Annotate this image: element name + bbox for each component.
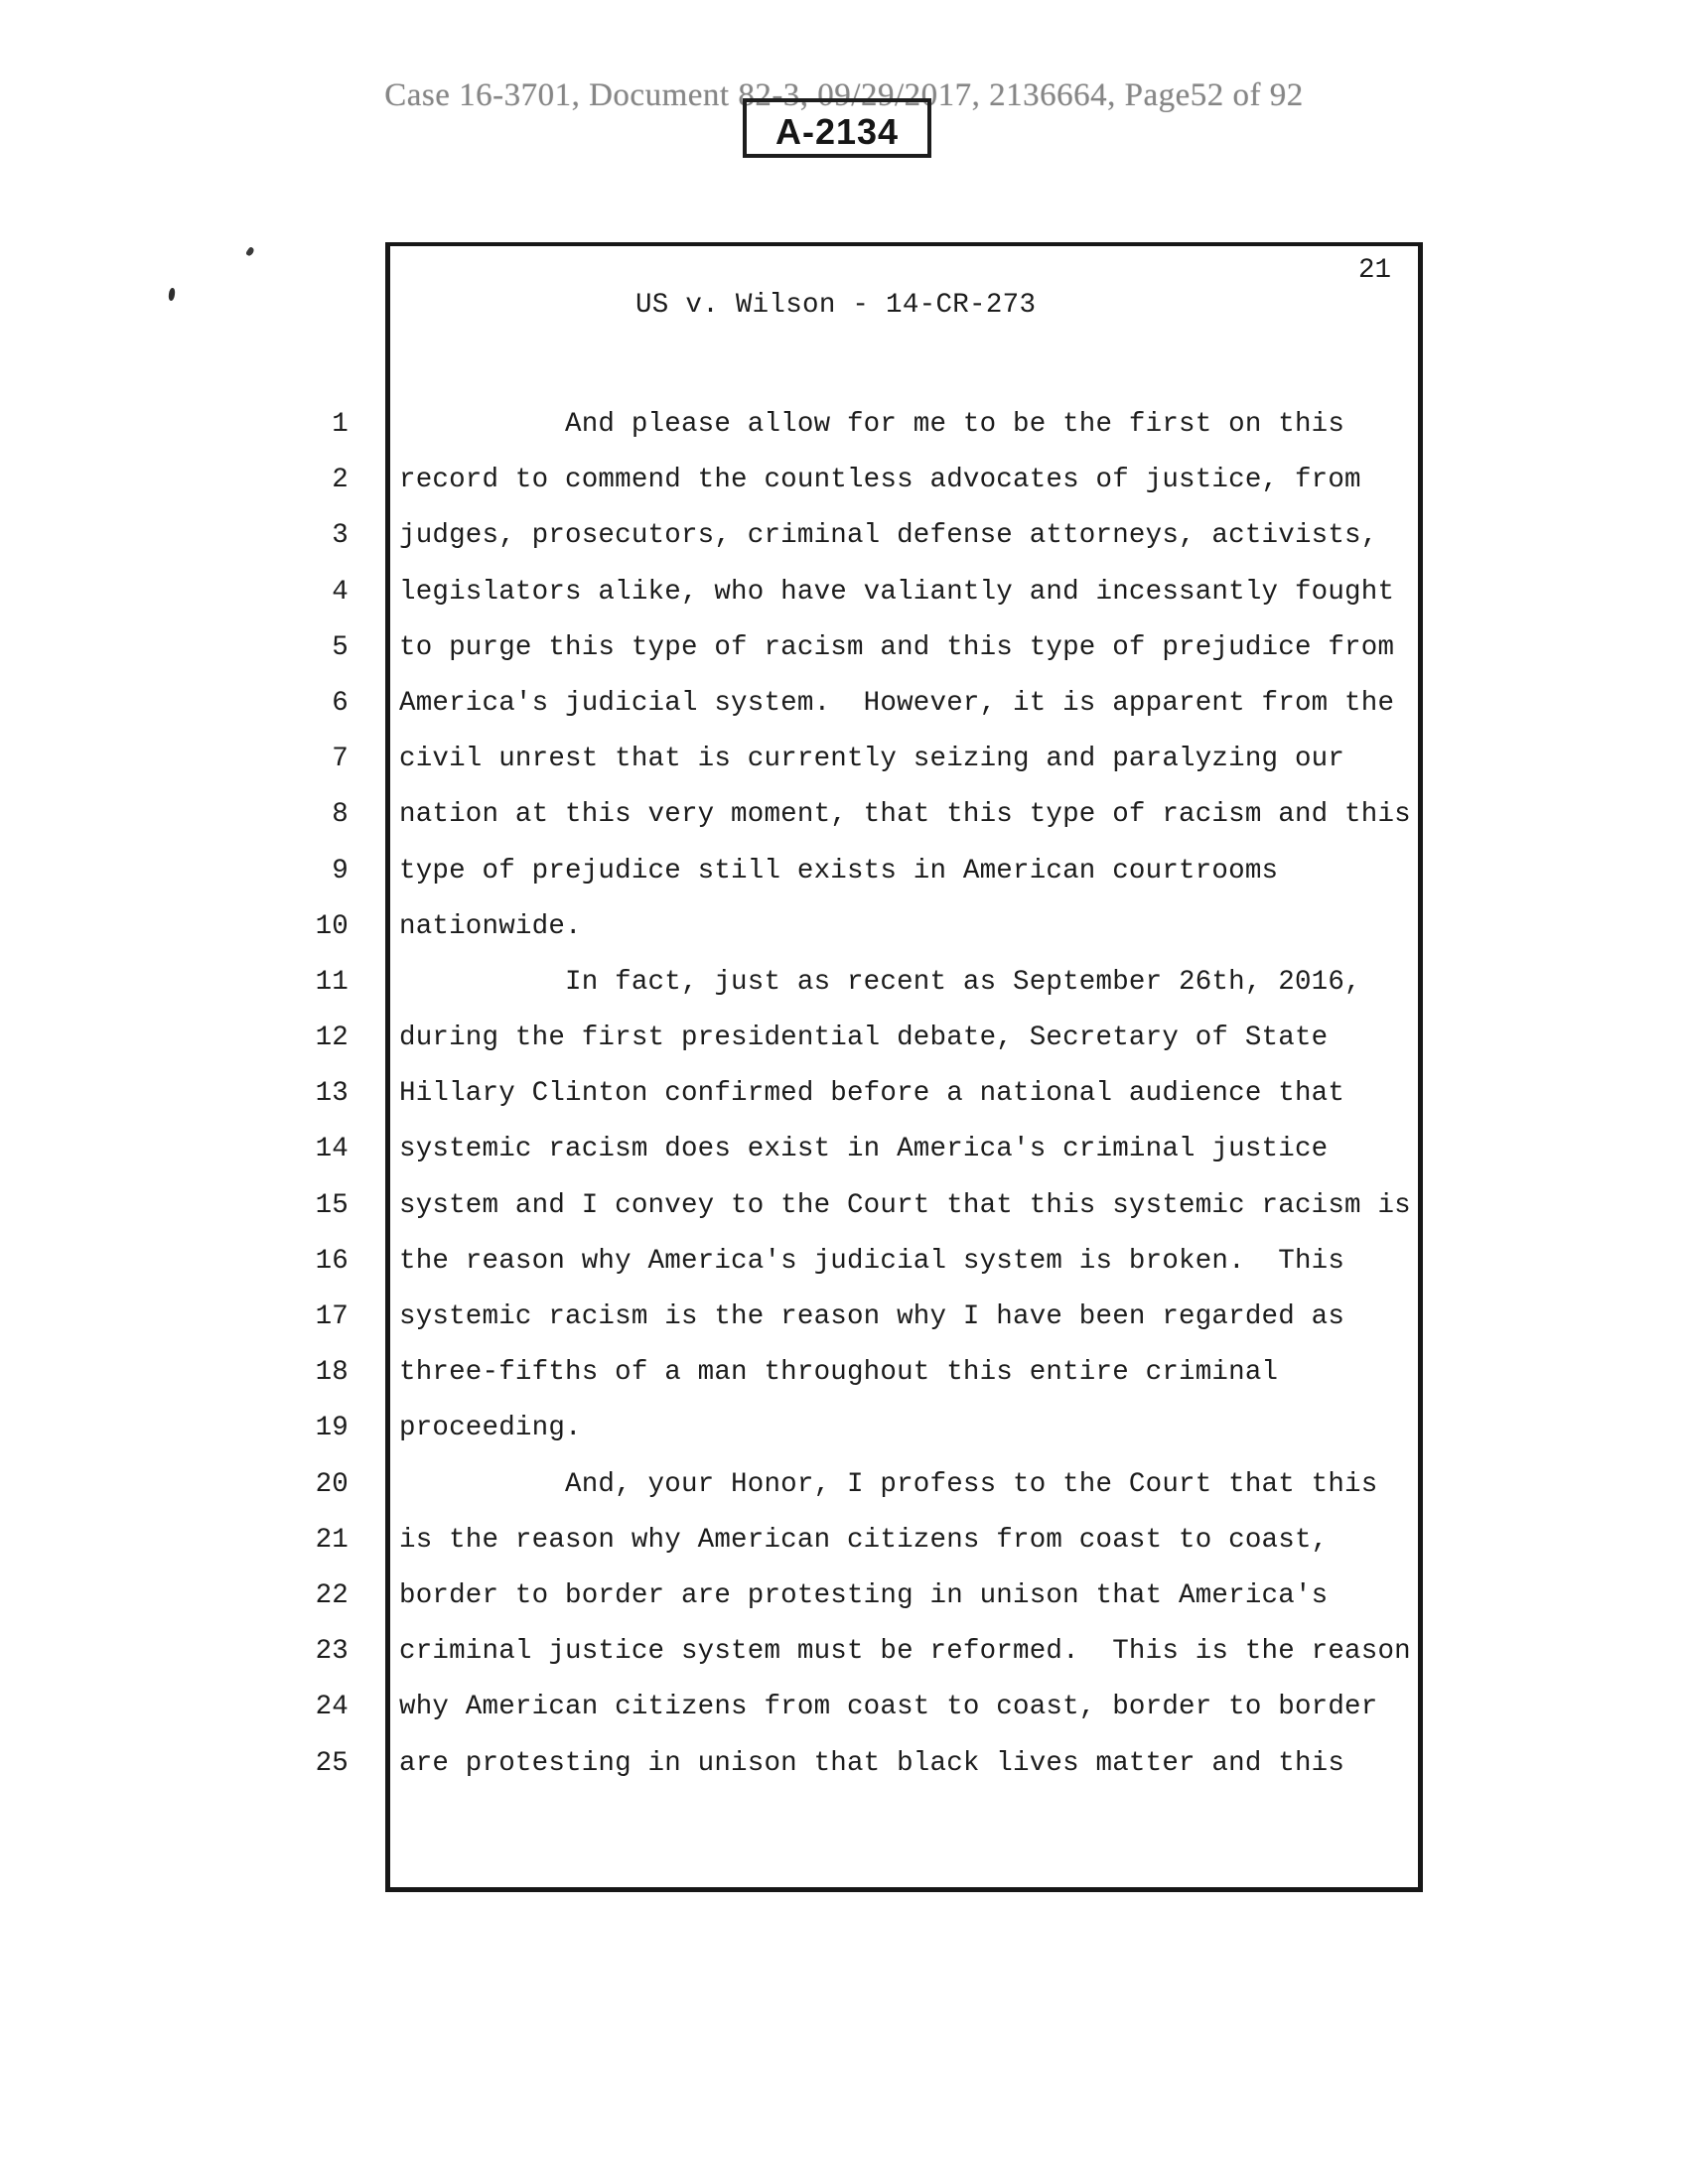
transcript-line xyxy=(0,453,1688,508)
transcript-line xyxy=(0,676,1688,732)
line-text: nation at this very moment, that this type of racism and this xyxy=(399,799,1411,831)
line-number: 14 xyxy=(315,1134,349,1165)
line-number: 12 xyxy=(315,1023,349,1054)
line-text: civil unrest that is currently seizing and paralyzing our xyxy=(399,744,1345,775)
line-text: the reason why America's judicial system is broken. This xyxy=(399,1245,1345,1277)
transcript-line xyxy=(0,620,1688,676)
line-number: 24 xyxy=(315,1692,349,1723)
line-number: 21 xyxy=(315,1524,349,1556)
transcript-line xyxy=(0,1401,1688,1456)
line-text: America's judicial system. However, it is apparent from the xyxy=(399,687,1395,719)
transcript-line xyxy=(0,1457,1688,1513)
line-number: 9 xyxy=(332,855,349,887)
appendix-stamp-label: A-2134 xyxy=(774,111,900,152)
line-number: 15 xyxy=(315,1189,349,1221)
transcript-line xyxy=(0,508,1688,564)
line-text: Hillary Clinton confirmed before a national audience that xyxy=(399,1078,1345,1110)
line-text: And, your Honor, I profess to the Court that this xyxy=(399,1468,1378,1500)
scan-artifact-speck xyxy=(168,288,176,302)
line-text: nationwide. xyxy=(399,910,582,942)
line-text: are protesting in unison that black lives matter and this xyxy=(399,1747,1345,1779)
line-number: 18 xyxy=(315,1357,349,1389)
line-text: why American citizens from coast to coast, border to border xyxy=(399,1692,1378,1723)
line-text: system and I convey to the Court that this systemic racism is xyxy=(399,1189,1411,1221)
line-number: 10 xyxy=(315,910,349,942)
line-number: 16 xyxy=(315,1245,349,1277)
transcript-line xyxy=(0,732,1688,787)
line-text: systemic racism does exist in America's criminal justice xyxy=(399,1134,1329,1165)
transcript-page-number: 21 xyxy=(1358,255,1392,286)
transcript-line xyxy=(0,1178,1688,1234)
line-text: border to border are protesting in unison that America's xyxy=(399,1579,1329,1611)
line-text: And please allow for me to be the first on this xyxy=(399,409,1345,440)
transcript-line xyxy=(0,397,1688,453)
transcript-line xyxy=(0,1290,1688,1345)
transcript-line xyxy=(0,1234,1688,1290)
line-number: 5 xyxy=(332,631,349,663)
transcript-line xyxy=(0,1569,1688,1624)
line-text: legislators alike, who have valiantly and incessantly fought xyxy=(399,576,1395,608)
transcript-line xyxy=(0,1680,1688,1735)
line-number: 6 xyxy=(332,687,349,719)
line-text: is the reason why American citizens from coast to coast, xyxy=(399,1524,1329,1556)
line-number: 22 xyxy=(315,1579,349,1611)
transcript-line xyxy=(0,1011,1688,1066)
line-text: to purge this type of racism and this type of prejudice from xyxy=(399,631,1395,663)
line-number: 4 xyxy=(332,576,349,608)
transcript-line xyxy=(0,1345,1688,1401)
transcript-line xyxy=(0,1624,1688,1680)
transcript-line xyxy=(0,1066,1688,1122)
line-text: systemic racism is the reason why I have been regarded as xyxy=(399,1301,1345,1332)
transcript-line xyxy=(0,955,1688,1011)
line-number: 19 xyxy=(315,1413,349,1444)
transcript-line xyxy=(0,1736,1688,1792)
transcript-line xyxy=(0,899,1688,955)
line-text: criminal justice system must be reformed. This is the reason xyxy=(399,1636,1411,1668)
line-number: 1 xyxy=(332,409,349,440)
line-text: In fact, just as recent as September 26th, 2016, xyxy=(399,966,1361,998)
transcript-line xyxy=(0,787,1688,843)
line-number: 17 xyxy=(315,1301,349,1332)
line-text: record to commend the countless advocates of justice, from xyxy=(399,465,1361,496)
line-text: judges, prosecutors, criminal defense attorneys, activists, xyxy=(399,520,1378,552)
line-text: type of prejudice still exists in American courtrooms xyxy=(399,855,1279,887)
line-number: 13 xyxy=(315,1078,349,1110)
line-number: 3 xyxy=(332,520,349,552)
line-number: 25 xyxy=(315,1747,349,1779)
line-number: 8 xyxy=(332,799,349,831)
line-number: 20 xyxy=(315,1468,349,1500)
line-text: proceeding. xyxy=(399,1413,582,1444)
transcript-line xyxy=(0,1122,1688,1177)
transcript-line xyxy=(0,1513,1688,1569)
transcript-lines xyxy=(0,397,1688,1792)
appendix-stamp-box xyxy=(743,98,931,158)
case-title: US v. Wilson - 14-CR-273 xyxy=(635,290,1037,321)
transcript-line xyxy=(0,844,1688,899)
line-text: three-fifths of a man throughout this entire criminal xyxy=(399,1357,1279,1389)
ecf-case-header: Case 16-3701, Document 82-3, 09/29/2017, 2136664, Page52 of 92 xyxy=(384,77,1304,113)
line-number: 23 xyxy=(315,1636,349,1668)
line-text: during the first presidential debate, Secretary of State xyxy=(399,1023,1329,1054)
line-number: 11 xyxy=(315,966,349,998)
transcript-line xyxy=(0,565,1688,620)
line-number: 2 xyxy=(332,465,349,496)
scan-artifact-speck xyxy=(245,246,255,257)
line-number: 7 xyxy=(332,744,349,775)
